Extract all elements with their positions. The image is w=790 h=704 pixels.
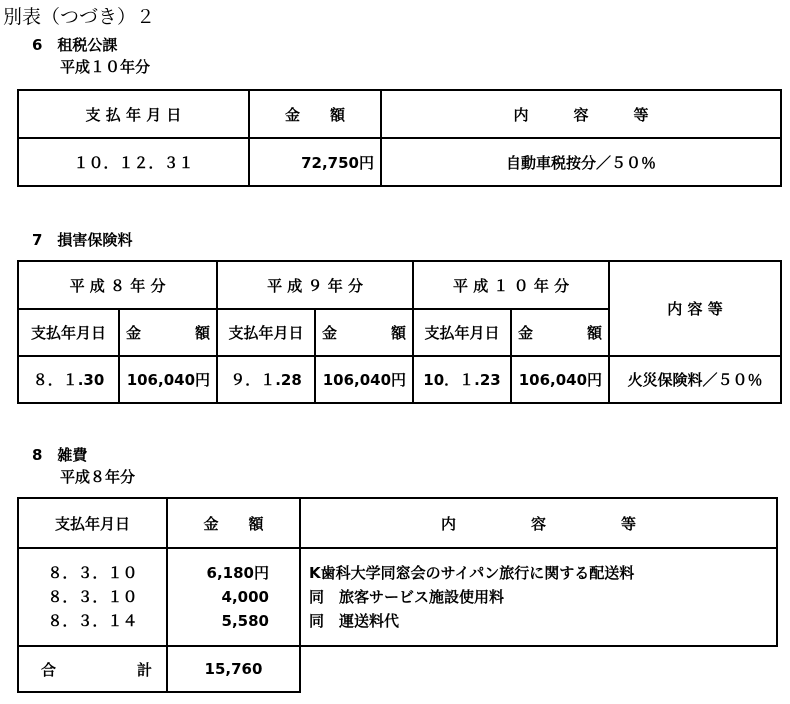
content: 火災保険料／５０％ bbox=[609, 356, 781, 403]
payment-date: ８．３．１０ bbox=[47, 588, 138, 606]
header-content: 内 容 等 bbox=[609, 261, 781, 356]
amount: 106,040円 bbox=[511, 356, 609, 403]
contents-cell bbox=[300, 548, 777, 646]
sub-amount bbox=[315, 309, 413, 356]
section-8-heading: 8 雑費 bbox=[32, 446, 88, 464]
sub-amount-b: 額 bbox=[391, 324, 407, 342]
total-label bbox=[18, 646, 167, 692]
amount: 72,750円 bbox=[249, 138, 381, 186]
section-8-year: 平成８年分 bbox=[60, 468, 136, 486]
amount: 6,180円 bbox=[206, 564, 269, 582]
amount: 5,580 bbox=[221, 612, 269, 630]
header-amount: 金 額 bbox=[167, 498, 300, 548]
sub-amount-b: 額 bbox=[195, 324, 211, 342]
sub-amount-a: 金 bbox=[518, 324, 534, 342]
misc-table bbox=[17, 497, 778, 693]
sub-amount-a: 金 bbox=[126, 324, 142, 342]
section-7-heading: 7 損害保険料 bbox=[32, 231, 133, 249]
page-title: 別表（つづき）２ bbox=[3, 6, 156, 28]
content: 同 旅客サービス施設使用料 bbox=[309, 588, 505, 606]
header-content: 内 容 等 bbox=[300, 498, 777, 548]
year-h8: 平 成 ８ 年 分 bbox=[18, 261, 217, 309]
section-6-heading: 6 租税公課 bbox=[32, 36, 118, 54]
total-amount: 15,760 bbox=[167, 646, 300, 692]
header-payment-date: 支払年月日 bbox=[18, 498, 167, 548]
content: 自動車税按分／５０％ bbox=[381, 138, 781, 186]
sub-amount-a: 金 bbox=[322, 324, 338, 342]
sub-payment-date: 支払年月日 bbox=[217, 309, 315, 356]
tax-table bbox=[17, 89, 782, 187]
header-payment-date: 支 払 年 月 日 bbox=[18, 90, 249, 138]
payment-date: ９．１.28 bbox=[217, 356, 315, 403]
total-label-b: 計 bbox=[136, 660, 152, 679]
dates-cell bbox=[18, 548, 167, 646]
amount: 106,040円 bbox=[119, 356, 217, 403]
header-content: 内 容 等 bbox=[381, 90, 781, 138]
sub-amount bbox=[119, 309, 217, 356]
amount: 4,000 bbox=[221, 588, 269, 606]
sub-payment-date: 支払年月日 bbox=[18, 309, 119, 356]
amount: 106,040円 bbox=[315, 356, 413, 403]
content: 同 運送料代 bbox=[309, 612, 400, 630]
year-h9: 平 成 ９ 年 分 bbox=[217, 261, 413, 309]
payment-date: ８．３．１０ bbox=[47, 564, 138, 582]
year-h10: 平 成 １ ０ 年 分 bbox=[413, 261, 609, 309]
payment-date: ８．１.30 bbox=[18, 356, 119, 403]
section-6-year: 平成１０年分 bbox=[60, 58, 151, 76]
payment-date: １０．１２．３１ bbox=[18, 138, 249, 186]
header-amount: 金 額 bbox=[249, 90, 381, 138]
sub-amount bbox=[511, 309, 609, 356]
total-label-a: 合 bbox=[41, 660, 57, 679]
sub-payment-date: 支払年月日 bbox=[413, 309, 511, 356]
amounts-cell bbox=[167, 548, 300, 646]
sub-amount-b: 額 bbox=[587, 324, 603, 342]
payment-date: ８．３．１４ bbox=[47, 612, 138, 630]
payment-date: 10．１.23 bbox=[413, 356, 511, 403]
insurance-table bbox=[17, 260, 782, 404]
content: K歯科大学同窓会のサイパン旅行に関する配送料 bbox=[309, 564, 635, 582]
